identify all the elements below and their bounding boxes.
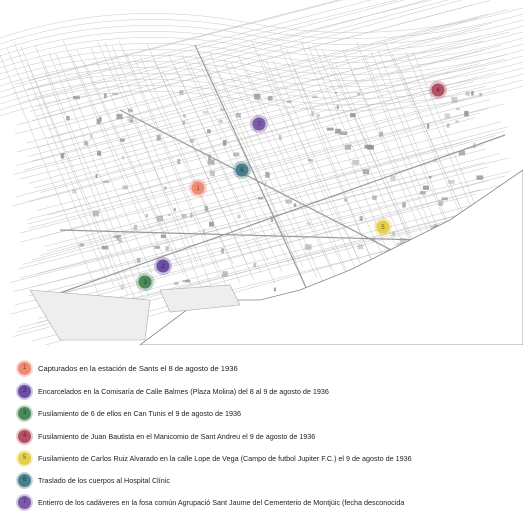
legend-item-3 xyxy=(18,405,241,421)
map-marker-4 xyxy=(429,81,447,99)
legend-label-7: Entierro de los cadáveres en la fosa común Agrupació Sant Jaume del Cementerio de Montjüic (fecha desconocida xyxy=(38,497,405,507)
svg-text:1: 1 xyxy=(196,186,200,193)
legend-item-1 xyxy=(18,360,238,376)
marker-3-icon: 3 xyxy=(18,407,31,420)
marker-4-icon: 4 xyxy=(18,430,31,443)
legend-item-4 xyxy=(18,428,315,444)
svg-text:4: 4 xyxy=(436,88,440,95)
legend-item-5 xyxy=(18,450,412,466)
marker-1-icon: 1 xyxy=(18,362,31,375)
legend-label-2: Encarcelados en la Comisaría de Calle Balmes (Plaza Molina) del 8 al 9 de agosto de 1936 xyxy=(38,386,329,396)
marker-7-icon: 7 xyxy=(18,496,31,509)
legend-item-6 xyxy=(18,472,170,488)
legend-label-4: Fusilamiento de Juan Bautista en el Manicomio de Sant Andreu el 9 de agosto de 1936 xyxy=(38,431,316,441)
legend-label-3: Fusilamiento de 6 de ellos en Can Tunis el 9 de agosto de 1936 xyxy=(38,408,241,418)
map-marker-6 xyxy=(233,161,251,179)
legend-item-2 xyxy=(18,383,329,399)
map-marker-5 xyxy=(374,218,392,236)
marker-5-icon: 5 xyxy=(18,452,31,465)
map-marker-2 xyxy=(154,257,172,275)
legend-label-5: Fusilamiento de Carlos Ruiz Alvarado en la calle Lope de Vega (Campo de futbol Jupiter F.C.) el 9 de agosto de 1936 xyxy=(38,453,412,463)
svg-text:2: 2 xyxy=(161,264,165,271)
map-marker-3 xyxy=(136,273,154,291)
marker-6-icon: 6 xyxy=(18,474,31,487)
marker-2-icon: 2 xyxy=(18,385,31,398)
map-marker-7 xyxy=(250,115,268,133)
svg-text:3: 3 xyxy=(143,280,147,287)
svg-text:5: 5 xyxy=(381,225,385,232)
svg-text:6: 6 xyxy=(240,168,244,175)
legend-item-7 xyxy=(18,494,404,510)
legend-label-1: Capturados en la estación de Sants el 8 de agosto de 1936 xyxy=(38,363,238,373)
map-marker-1 xyxy=(189,179,207,197)
svg-text:7: 7 xyxy=(257,122,261,129)
legend-label-6: Traslado de los cuerpos al Hospital Clínic xyxy=(38,475,170,485)
